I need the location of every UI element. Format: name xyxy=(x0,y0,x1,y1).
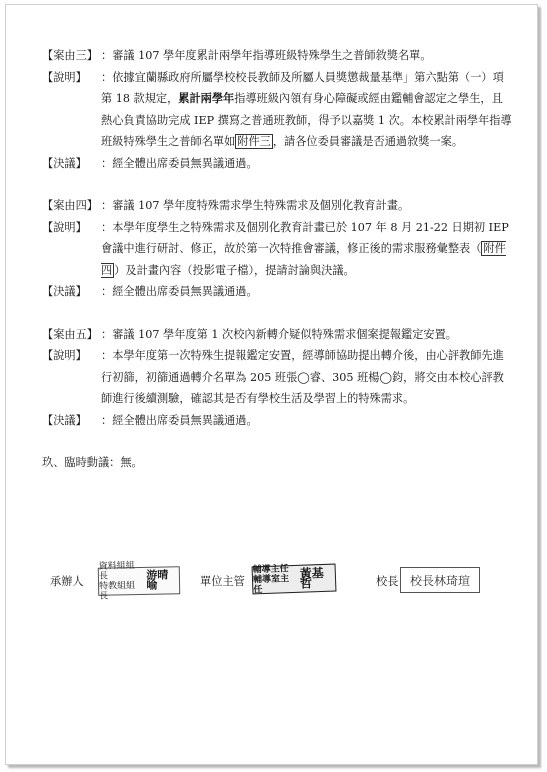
case5-explain-label: 【說明】 xyxy=(42,349,87,362)
supervisor-stamp xyxy=(252,564,337,595)
organizer-stamp-title-1: 資料組組長 xyxy=(98,561,135,582)
supervisor-stamp-name: 黃基哲 xyxy=(299,565,324,591)
case5-resolution-row xyxy=(42,410,512,432)
supervisor-label: 單位主管 xyxy=(200,575,245,588)
organizer-stamp-title-2: 特教組組長 xyxy=(99,581,136,602)
organizer-stamp-name: 游晴喻 xyxy=(146,568,169,592)
organizer-stamp-titles xyxy=(99,561,144,602)
case4-title-row xyxy=(42,195,512,217)
case3-explain-part3: ，請各位委員審議是否通過敘獎一案。 xyxy=(272,135,464,148)
case3-title: ：審議 107 學年度累計兩學年指導班級特殊學生之普師敘獎名單。 xyxy=(101,49,432,62)
document-page xyxy=(5,4,538,765)
case4-label: 【案由四】 xyxy=(42,199,98,212)
supervisor-stamp-title-1: 輔導主任 xyxy=(252,564,289,576)
case5-title: ：審議 107 學年度第 1 次校內新轉介疑似特殊需求個案提報鑑定安置。 xyxy=(101,327,457,341)
case3-explain-part1: ：依據宜蘭縣政府所屬學校校長教師及所屬人員獎懲裁量基準」第六點第（一）項第 18 款規定， xyxy=(101,70,504,105)
case5-explain: ：本學年度第一次特殊生提報鑑定安置，經導師協助提出轉介後，由心評教師先進行初篩，初篩通過轉介名單為 205 班張◯睿、305 班楊◯鈞，將交由本校心評教師進行後續測驗，確認其是否有學校生活及學習上的特殊需求。 xyxy=(101,349,504,405)
case3-resolution-row xyxy=(42,153,512,175)
case4-explain-part2: ）及計畫內容（投影電子檔），提請討論與決議。 xyxy=(114,263,355,277)
case3-explain-label: 【說明】 xyxy=(42,70,87,84)
case3-title-row xyxy=(42,45,512,67)
case4-explain-part1: ：本學年度學生之特殊需求及個別化教育計畫已於 107 年 8 月 21-22 日期初 IEP 會議中進行研討、修正，故於第一次特推會審議，修正後的需求服務彙整表（ xyxy=(101,220,509,255)
supervisor-stamp-titles xyxy=(253,564,298,596)
case4-resolution-row xyxy=(42,281,512,303)
case3-explain-part2: 指導班級內領有身心障礙或經由鑑輔會認定之學生，且熱心負責協助完成 IEP 撰寫之普通班教師，得予以嘉獎 1 次。本校累計兩學年指導班級特殊學生之普師名單如 xyxy=(101,92,512,148)
case3-attachment-ref: 附件三 xyxy=(237,135,271,148)
case5-label: 【案由五】 xyxy=(42,327,98,341)
case3-resolution: ：經全體出席委員無異議通過。 xyxy=(101,156,258,170)
case5-title-row xyxy=(42,324,512,346)
case5-resolution-label: 【決議】 xyxy=(42,413,87,427)
case4-explain-label: 【說明】 xyxy=(42,220,87,234)
case3-explain xyxy=(101,67,512,153)
case4-resolution: ：經全體出席委員無異議通過。 xyxy=(101,285,258,298)
case4-title: ：審議 107 學年度特殊需求學生特殊需求及個別化教育計畫。 xyxy=(101,199,410,212)
case4-explain xyxy=(101,217,512,282)
meeting-minutes-body xyxy=(42,45,512,474)
case3-resolution-label: 【決議】 xyxy=(42,156,87,170)
principal-stamp: 校長林琦瑄 xyxy=(400,567,480,593)
case4-resolution-label: 【決議】 xyxy=(42,285,87,298)
supervisor-stamp-title-2: 輔導室主任 xyxy=(252,574,290,596)
case4-explain-row xyxy=(42,217,512,282)
ad-hoc-motions: 玖、臨時動議：無。 xyxy=(42,456,143,469)
organizer-label: 承辦人 xyxy=(50,575,84,588)
case5-explain-row xyxy=(42,345,512,410)
principal-label: 校長 xyxy=(376,575,399,588)
case3-explain-row xyxy=(42,67,512,153)
case3-explain-bold: 累計兩學年 xyxy=(178,91,235,105)
case4-attachment-ref: 附件四 xyxy=(101,242,506,277)
case5-resolution: ：經全體出席委員無異議通過。 xyxy=(101,413,258,427)
case3-label: 【案由三】 xyxy=(42,49,98,62)
organizer-stamp xyxy=(98,561,180,602)
signature-line xyxy=(50,561,510,602)
